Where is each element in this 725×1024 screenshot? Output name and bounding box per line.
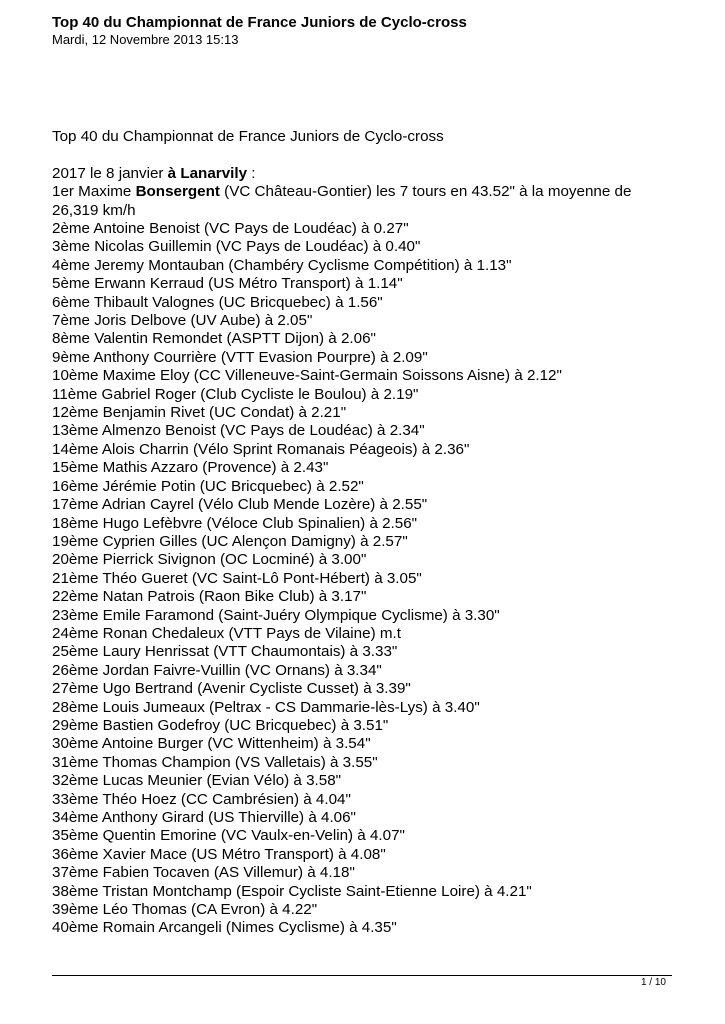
result-row: 15ème Mathis Azzaro (Provence) à 2.43" <box>52 459 329 477</box>
result-row: 18ème Hugo Lefèbvre (Véloce Club Spinalien) à 2.56" <box>52 514 418 532</box>
result-row: 30ème Antoine Burger (VC Wittenheim) à 3.54" <box>52 735 371 753</box>
result-row: 5ème Erwann Kerraud (US Métro Transport) à 1.14" <box>52 275 403 293</box>
article-title: Top 40 du Championnat de France Juniors de Cyclo-cross <box>52 128 444 145</box>
result-row: 20ème Pierrick Sivignon (OC Locminé) à 3.00" <box>52 551 367 569</box>
result-row: 4ème Jeremy Montauban (Chambéry Cyclisme Compétition) à 1.13" <box>52 256 512 274</box>
winner-suffix: (VC Château-Gontier) les 7 tours en 43.52" à la moyenne de 26,319 km/h <box>52 183 632 219</box>
result-row: 23ème Emile Faramond (Saint-Juéry Olympique Cyclisme) à 3.30" <box>52 606 500 624</box>
result-row: 14ème Alois Charrin (Vélo Sprint Romanais Péageois) à 2.36" <box>52 440 470 458</box>
result-row: 28ème Louis Jumeaux (Peltrax - CS Dammarie-lès-Lys) à 3.40" <box>52 698 480 716</box>
header-date: Mardi, 12 Novembre 2013 15:13 <box>52 32 239 47</box>
winner-line <box>52 183 672 220</box>
result-row: 26ème Jordan Faivre-Vuillin (VC Ornans) à 3.34" <box>52 661 382 679</box>
result-row: 37ème Fabien Tocaven (AS Villemur) à 4.18" <box>52 864 355 882</box>
footer-divider <box>52 975 672 976</box>
page-header <box>52 14 467 48</box>
header-title: Top 40 du Championnat de France Juniors de Cyclo-cross <box>52 14 467 31</box>
race-intro <box>52 165 672 183</box>
result-row: 16ème Jérémie Potin (UC Bricquebec) à 2.52" <box>52 477 364 495</box>
result-row: 27ème Ugo Bertrand (Avenir Cycliste Cusset) à 3.39" <box>52 680 411 698</box>
article-body <box>52 128 672 938</box>
result-row: 10ème Maxime Eloy (CC Villeneuve-Saint-Germain Soissons Aisne) à 2.12" <box>52 367 562 385</box>
result-row: 17ème Adrian Cayrel (Vélo Club Mende Lozère) à 2.55" <box>52 496 428 514</box>
intro-suffix: : <box>247 164 256 182</box>
page-number: 1 / 10 <box>640 977 666 988</box>
result-row: 2ème Antoine Benoist (VC Pays de Loudéac) à 0.27" <box>52 220 409 238</box>
result-row: 13ème Almenzo Benoist (VC Pays de Loudéac) à 2.34" <box>52 422 425 440</box>
spacer <box>52 146 672 164</box>
result-row: 11ème Gabriel Roger (Club Cycliste le Boulou) à 2.19" <box>52 385 419 403</box>
result-row: 19ème Cyprien Gilles (UC Alençon Damigny) à 2.57" <box>52 532 408 550</box>
result-row: 31ème Thomas Champion (VS Valletais) à 3.55" <box>52 753 378 771</box>
result-row: 22ème Natan Patrois (Raon Bike Club) à 3.17" <box>52 588 367 606</box>
results-list <box>52 220 672 938</box>
intro-prefix: 2017 le 8 janvier <box>52 164 168 182</box>
winner-surname: Bonsergent <box>135 183 220 201</box>
result-row: 29ème Bastien Godefroy (UC Bricquebec) à 3.51" <box>52 716 389 734</box>
result-row: 34ème Anthony Girard (US Thierville) à 4.06" <box>52 809 356 827</box>
result-row: 32ème Lucas Meunier (Evian Vélo) à 3.58" <box>52 772 342 790</box>
result-row: 35ème Quentin Emorine (VC Vaulx-en-Velin) à 4.07" <box>52 827 405 845</box>
result-row: 33ème Théo Hoez (CC Cambrésien) à 4.04" <box>52 790 351 808</box>
result-row: 38ème Tristan Montchamp (Espoir Cycliste Saint-Etienne Loire) à 4.21" <box>52 882 532 900</box>
result-row: 39ème Léo Thomas (CA Evron) à 4.22" <box>52 901 318 919</box>
result-row: 25ème Laury Henrissat (VTT Chaumontais) à 3.33" <box>52 643 398 661</box>
result-row: 6ème Thibault Valognes (UC Bricquebec) à 1.56" <box>52 293 383 311</box>
result-row: 21ème Théo Gueret (VC Saint-Lô Pont-Hébert) à 3.05" <box>52 569 422 587</box>
result-row: 9ème Anthony Courrière (VTT Evasion Pourpre) à 2.09" <box>52 348 428 366</box>
race-location: à Lanarvily <box>167 164 248 182</box>
result-row: 7ème Joris Delbove (UV Aube) à 2.05" <box>52 312 313 330</box>
result-row: 3ème Nicolas Guillemin (VC Pays de Loudéac) à 0.40" <box>52 238 421 256</box>
winner-prefix: 1er Maxime <box>52 183 136 201</box>
result-row: 12ème Benjamin Rivet (UC Condat) à 2.21" <box>52 404 347 422</box>
result-row: 8ème Valentin Remondet (ASPTT Dijon) à 2.06" <box>52 330 376 348</box>
result-row: 40ème Romain Arcangeli (Nimes Cyclisme) à 4.35" <box>52 919 397 937</box>
result-row: 36ème Xavier Mace (US Métro Transport) à 4.08" <box>52 845 386 863</box>
result-row: 24ème Ronan Chedaleux (VTT Pays de Vilaine) m.t <box>52 624 401 642</box>
